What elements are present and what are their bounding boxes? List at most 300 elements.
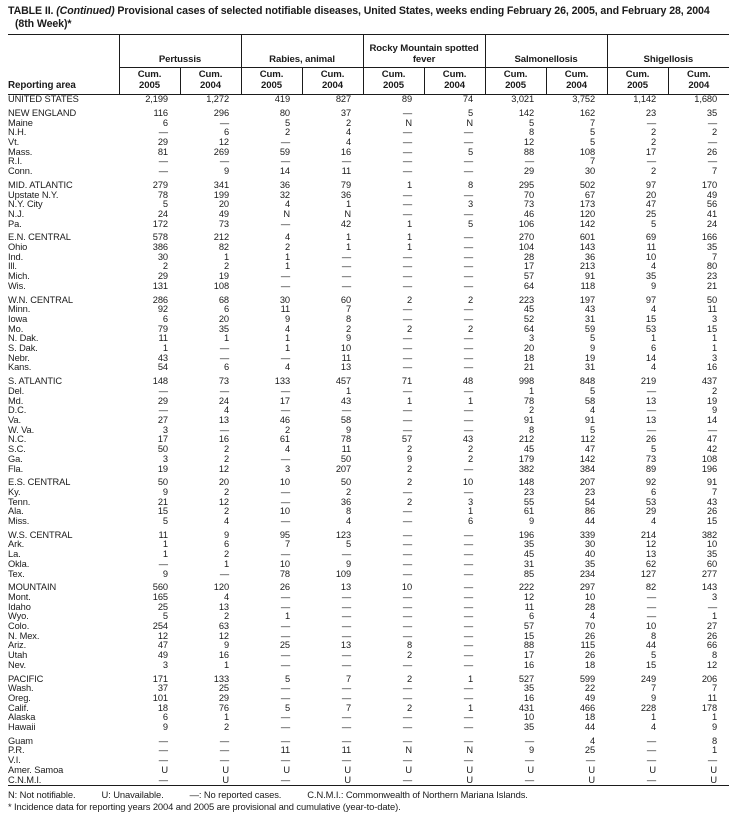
- cell-value: 13: [645, 549, 657, 560]
- cell-value: 382: [518, 463, 535, 474]
- cell-value: 2: [345, 117, 352, 128]
- cell-value: 296: [213, 107, 230, 118]
- cell-value: 9: [345, 424, 352, 435]
- cell-value: 4: [284, 323, 291, 334]
- cell-value: —: [158, 745, 168, 756]
- cell-value: 50: [157, 444, 168, 455]
- row-area-label: Utah: [8, 650, 28, 661]
- cell-value: 4: [589, 735, 596, 746]
- cell-value: 5: [162, 516, 168, 527]
- cell-value: 66: [706, 640, 718, 651]
- table-row: [8, 746, 729, 756]
- cell-value: —: [463, 611, 474, 622]
- cell-value: —: [158, 774, 168, 785]
- cell-value: 29: [218, 692, 230, 703]
- cell-value: 213: [579, 261, 596, 272]
- table-row: [8, 344, 729, 354]
- cell-value: 92: [157, 304, 168, 315]
- cell-value: —: [402, 333, 413, 344]
- cell-value: —: [463, 722, 474, 733]
- table-row: [8, 148, 729, 158]
- table-row: [8, 109, 729, 119]
- cell-value: 69: [645, 232, 657, 243]
- cell-value: 7: [711, 486, 718, 497]
- cell-value: —: [402, 424, 413, 435]
- cell-value: —: [463, 156, 474, 167]
- row-area-label: D.C.: [8, 405, 27, 416]
- cell-value: 47: [706, 434, 718, 445]
- table-row: [8, 282, 729, 292]
- cell-value: 11: [646, 242, 657, 253]
- cell-value: 6: [223, 539, 230, 550]
- table-row: [8, 570, 729, 580]
- cell-value: 73: [645, 453, 657, 464]
- cell-value: 1: [284, 251, 291, 262]
- cell-value: —: [402, 630, 413, 641]
- cell-value: 17: [523, 650, 535, 661]
- cell-value: —: [463, 640, 474, 651]
- cell-value: 23: [645, 107, 657, 118]
- cell-value: —: [341, 271, 352, 282]
- cell-value: 162: [579, 107, 596, 118]
- row-area-label: Wyo.: [8, 611, 29, 622]
- footnote-not-notifiable: N: Not notifiable.: [8, 789, 76, 801]
- row-area-label: Tex.: [8, 568, 25, 579]
- cell-value: —: [219, 755, 230, 766]
- cell-value: —: [707, 601, 718, 612]
- cell-value: 466: [579, 702, 596, 713]
- cell-value: 89: [645, 463, 657, 474]
- row-area-label: W.N. CENTRAL: [8, 294, 73, 305]
- cell-value: 3,021: [511, 94, 535, 105]
- cell-value: 58: [584, 395, 596, 406]
- cell-value: 61: [523, 506, 535, 517]
- cell-value: 31: [523, 558, 535, 569]
- row-area-label: W. Va.: [8, 424, 35, 435]
- table-row: [8, 498, 729, 508]
- cell-value: 3: [711, 313, 718, 324]
- cell-value: 173: [579, 199, 596, 210]
- cell-value: —: [402, 486, 413, 497]
- cell-value: 82: [218, 242, 230, 253]
- cell-value: 9: [650, 692, 657, 703]
- cell-value: 228: [640, 702, 657, 713]
- cell-value: U: [588, 774, 596, 785]
- table-row: [8, 612, 729, 622]
- cell-value: 81: [157, 146, 168, 157]
- cell-value: 10: [645, 621, 657, 632]
- cell-value: 101: [152, 692, 168, 703]
- table-header: [8, 35, 729, 95]
- cell-value: —: [646, 117, 657, 128]
- cell-value: 91: [584, 414, 596, 425]
- cell-value: 12: [157, 630, 168, 641]
- cell-value: 1: [711, 333, 718, 344]
- cell-value: 5: [650, 444, 657, 455]
- cell-value: 73: [523, 199, 535, 210]
- cell-value: 4: [650, 304, 657, 315]
- cell-value: 12: [218, 496, 230, 507]
- cell-value: 11: [158, 529, 168, 540]
- cell-value: 21: [706, 280, 718, 291]
- cell-value: —: [585, 755, 596, 766]
- row-area-label: P.R.: [8, 745, 25, 756]
- cell-value: 6: [650, 486, 657, 497]
- cell-value: 4: [223, 405, 230, 416]
- cell-value: 1: [528, 385, 535, 396]
- cell-value: 108: [213, 280, 230, 291]
- cell-value: 12: [523, 591, 535, 602]
- cell-value: 36: [584, 251, 596, 262]
- row-area-label: La.: [8, 549, 21, 560]
- subheader-shigellosis-cum-2005: Cum. 2005: [607, 68, 668, 95]
- cell-value: 431: [518, 702, 535, 713]
- cell-value: N: [405, 745, 413, 756]
- cell-value: 62: [645, 558, 657, 569]
- cell-value: —: [402, 280, 413, 291]
- cell-value: 50: [157, 477, 168, 488]
- cell-value: 9: [650, 280, 657, 291]
- table-row: [8, 167, 729, 177]
- cell-value: —: [341, 650, 352, 661]
- cell-value: 12: [218, 463, 230, 474]
- cell-value: 26: [584, 630, 596, 641]
- row-area-label: Mont.: [8, 591, 31, 602]
- cell-value: 40: [584, 549, 596, 560]
- cell-value: 9: [528, 516, 535, 527]
- cell-value: 1: [162, 549, 168, 560]
- cell-value: 6: [162, 117, 168, 128]
- cell-value: 57: [401, 434, 413, 445]
- cell-value: 339: [579, 529, 596, 540]
- cell-value: —: [402, 735, 413, 746]
- cell-value: 578: [152, 232, 168, 243]
- cell-value: 2: [284, 424, 291, 435]
- cell-value: 848: [579, 376, 596, 387]
- cell-value: 6: [650, 343, 657, 354]
- cell-value: —: [463, 304, 474, 315]
- cell-value: 49: [218, 208, 230, 219]
- cell-value: 74: [462, 94, 474, 105]
- cell-value: 2: [467, 453, 474, 464]
- cell-value: —: [402, 529, 413, 540]
- row-area-label: Tenn.: [8, 496, 31, 507]
- table-row: [8, 377, 729, 387]
- cell-value: U: [588, 764, 596, 775]
- cell-value: 58: [340, 414, 352, 425]
- cell-value: —: [280, 774, 291, 785]
- cell-value: 8: [650, 630, 657, 641]
- row-area-label: MID. ATLANTIC: [8, 179, 73, 190]
- cell-value: 1: [345, 199, 352, 210]
- cell-value: —: [402, 352, 413, 363]
- cell-value: U: [222, 764, 230, 775]
- cell-value: 109: [335, 568, 352, 579]
- cell-value: 43: [706, 496, 718, 507]
- row-area-label: Minn.: [8, 304, 31, 315]
- cell-value: 9: [223, 529, 230, 540]
- cell-value: N: [283, 208, 291, 219]
- cell-value: 142: [579, 218, 596, 229]
- cell-value: 11: [158, 333, 168, 344]
- column-group-rocky-mountain-spotted-fever: Rocky Mountain spotted fever: [363, 35, 485, 68]
- cell-value: 4: [345, 137, 352, 147]
- cell-value: —: [463, 712, 474, 723]
- cell-value: —: [280, 137, 291, 147]
- cell-value: —: [463, 352, 474, 363]
- cell-value: 7: [345, 702, 352, 713]
- cell-value: —: [402, 774, 413, 785]
- row-area-label: Fla.: [8, 463, 24, 474]
- table-row: [8, 397, 729, 407]
- cell-value: 30: [584, 539, 596, 550]
- title-line1: [8, 5, 729, 18]
- cell-value: —: [341, 630, 352, 641]
- cell-value: 11: [280, 304, 291, 315]
- title-continued: (Continued): [56, 5, 115, 17]
- table-row: [8, 560, 729, 570]
- cell-value: —: [280, 735, 291, 746]
- row-area-label: Ark.: [8, 539, 25, 550]
- cell-value: 9: [589, 343, 596, 354]
- cell-value: 3: [162, 424, 168, 435]
- cell-value: 1: [406, 218, 413, 229]
- cell-value: 166: [701, 232, 718, 243]
- cell-value: —: [402, 568, 413, 579]
- cell-value: —: [402, 539, 413, 550]
- row-area-label: Ind.: [8, 251, 24, 262]
- cell-value: 5: [589, 333, 596, 344]
- cell-value: 78: [523, 395, 535, 406]
- cell-value: —: [158, 735, 168, 746]
- cell-value: 9: [711, 722, 718, 733]
- cell-value: —: [402, 107, 413, 118]
- cell-value: 18: [157, 702, 168, 713]
- cell-value: 97: [645, 294, 657, 305]
- cell-value: 53: [645, 323, 657, 334]
- cell-value: 63: [218, 621, 230, 632]
- cell-value: 4: [650, 362, 657, 373]
- table-row: [8, 488, 729, 498]
- cell-value: 827: [335, 94, 352, 105]
- cell-value: 3: [711, 591, 718, 602]
- cell-value: 11: [341, 352, 352, 363]
- table-row: [8, 723, 729, 733]
- cell-value: 35: [706, 107, 718, 118]
- table-row: [8, 363, 729, 373]
- cell-value: 50: [706, 294, 718, 305]
- cell-value: 1: [650, 333, 657, 344]
- cell-value: 254: [152, 621, 168, 632]
- cell-value: 73: [218, 218, 230, 229]
- cell-value: 35: [523, 722, 535, 733]
- row-area-label: Ala.: [8, 506, 24, 517]
- cell-value: 4: [345, 127, 352, 138]
- cell-value: 212: [213, 232, 230, 243]
- cell-value: 91: [584, 271, 596, 282]
- cell-value: U: [344, 774, 352, 785]
- cell-value: 16: [218, 650, 230, 661]
- cell-value: 45: [523, 549, 535, 560]
- cell-value: 212: [518, 434, 535, 445]
- cell-value: 207: [335, 463, 352, 474]
- cell-value: 28: [584, 601, 596, 612]
- cell-value: 2: [406, 702, 413, 713]
- cell-value: 27: [157, 414, 168, 425]
- cell-value: 64: [523, 323, 535, 334]
- cell-value: —: [219, 568, 230, 579]
- row-area-label: Va.: [8, 414, 21, 425]
- cell-value: 8: [528, 424, 535, 435]
- table-row: [8, 684, 729, 694]
- cell-value: 2: [650, 127, 657, 138]
- cell-value: 3: [467, 199, 474, 210]
- cell-value: 133: [274, 376, 291, 387]
- cell-value: 5: [467, 146, 474, 157]
- cell-value: —: [158, 558, 168, 569]
- cell-value: —: [463, 137, 474, 147]
- cell-value: 20: [218, 313, 230, 324]
- cell-value: —: [402, 506, 413, 517]
- cell-value: 15: [645, 313, 657, 324]
- row-area-label: N. Mex.: [8, 630, 40, 641]
- cell-value: —: [646, 385, 657, 396]
- cell-value: 35: [523, 539, 535, 550]
- cell-value: —: [280, 516, 291, 527]
- cell-value: 1: [162, 539, 168, 550]
- cell-value: 41: [706, 208, 718, 219]
- cell-value: 3: [467, 496, 474, 507]
- cell-value: 4: [589, 405, 596, 416]
- cell-value: 5: [589, 127, 596, 138]
- cell-value: 2: [406, 496, 413, 507]
- cell-value: 384: [579, 463, 596, 474]
- table-row: [8, 416, 729, 426]
- cell-value: 10: [279, 506, 291, 517]
- table-row: [8, 455, 729, 465]
- table-row: [8, 315, 729, 325]
- cell-value: —: [280, 692, 291, 703]
- cell-value: 437: [701, 376, 718, 387]
- cell-value: 16: [523, 659, 535, 670]
- cell-value: 419: [274, 94, 291, 105]
- cell-value: 5: [162, 199, 168, 210]
- row-area-label: Kans.: [8, 362, 32, 373]
- cell-value: U: [161, 764, 168, 775]
- cell-value: 9: [406, 453, 413, 464]
- subheader-pertussis-cum-2004: Cum. 2004: [180, 68, 241, 95]
- cell-value: —: [280, 683, 291, 694]
- cell-value: 1: [345, 232, 352, 243]
- reporting-area-header: Reporting area: [8, 35, 119, 95]
- cell-value: —: [402, 549, 413, 560]
- cell-value: 13: [218, 601, 230, 612]
- cell-value: 50: [340, 477, 352, 488]
- cell-value: —: [402, 692, 413, 703]
- cell-value: 2: [284, 242, 291, 253]
- cell-value: 6: [467, 516, 474, 527]
- cell-value: 17: [523, 261, 535, 272]
- cell-value: 57: [523, 271, 535, 282]
- cell-value: 2: [406, 294, 413, 305]
- row-area-label: C.N.M.I.: [8, 774, 42, 785]
- table-row: [8, 603, 729, 613]
- cell-value: —: [402, 659, 413, 670]
- cell-value: 23: [706, 271, 718, 282]
- cell-value: —: [463, 313, 474, 324]
- cell-value: 108: [701, 453, 718, 464]
- cell-value: —: [463, 568, 474, 579]
- cell-value: 73: [218, 376, 230, 387]
- cell-value: 15: [706, 516, 718, 527]
- cell-value: 3: [162, 453, 168, 464]
- cell-value: 80: [279, 107, 291, 118]
- cell-value: U: [283, 764, 291, 775]
- cell-value: 18: [584, 712, 596, 723]
- cell-value: 214: [640, 529, 657, 540]
- cell-value: —: [341, 280, 352, 291]
- cell-value: 2: [162, 261, 168, 272]
- cell-value: 11: [341, 745, 352, 756]
- cell-value: 9: [345, 333, 352, 344]
- cell-value: —: [402, 137, 413, 147]
- cell-value: 2: [223, 506, 230, 517]
- column-group-row: [8, 35, 729, 68]
- cell-value: —: [463, 405, 474, 416]
- cell-value: 47: [645, 199, 657, 210]
- cell-value: 5: [589, 137, 596, 147]
- cell-value: —: [463, 659, 474, 670]
- cell-value: 115: [580, 640, 596, 651]
- row-area-label: N.J.: [8, 208, 25, 219]
- cell-value: —: [646, 611, 657, 622]
- cell-value: 16: [706, 362, 718, 373]
- cell-value: 45: [523, 304, 535, 315]
- cell-value: —: [463, 251, 474, 262]
- row-area-label: Maine: [8, 117, 33, 128]
- cell-value: U: [466, 764, 474, 775]
- table-row: [8, 334, 729, 344]
- cell-value: 10: [340, 343, 352, 354]
- cell-value: 13: [340, 640, 352, 651]
- row-area-label: V.I.: [8, 755, 21, 766]
- cell-value: 19: [706, 395, 718, 406]
- cell-value: 1: [223, 333, 230, 344]
- cell-value: 2: [406, 463, 413, 474]
- cell-value: 457: [335, 376, 352, 387]
- cell-value: —: [463, 601, 474, 612]
- cell-value: 219: [640, 376, 657, 387]
- table-row: [8, 583, 729, 593]
- cell-value: —: [707, 424, 718, 435]
- cell-value: 7: [589, 156, 596, 167]
- cell-value: 10: [523, 712, 535, 723]
- cell-value: 1: [711, 343, 718, 354]
- cell-value: —: [158, 166, 168, 177]
- table-row: [8, 531, 729, 541]
- footnote-cnmi: C.N.M.I.: Commonwealth of Northern Mariana Islands.: [307, 789, 528, 801]
- cell-value: 6: [223, 362, 230, 373]
- cell-value: 9: [223, 166, 230, 177]
- cell-value: 28: [523, 251, 535, 262]
- cell-value: 15: [706, 323, 718, 334]
- cell-value: 36: [279, 179, 291, 190]
- cell-value: —: [341, 712, 352, 723]
- cell-value: 12: [645, 539, 657, 550]
- cell-value: 35: [218, 323, 230, 334]
- cell-value: 78: [157, 189, 168, 200]
- cell-value: 16: [340, 146, 352, 157]
